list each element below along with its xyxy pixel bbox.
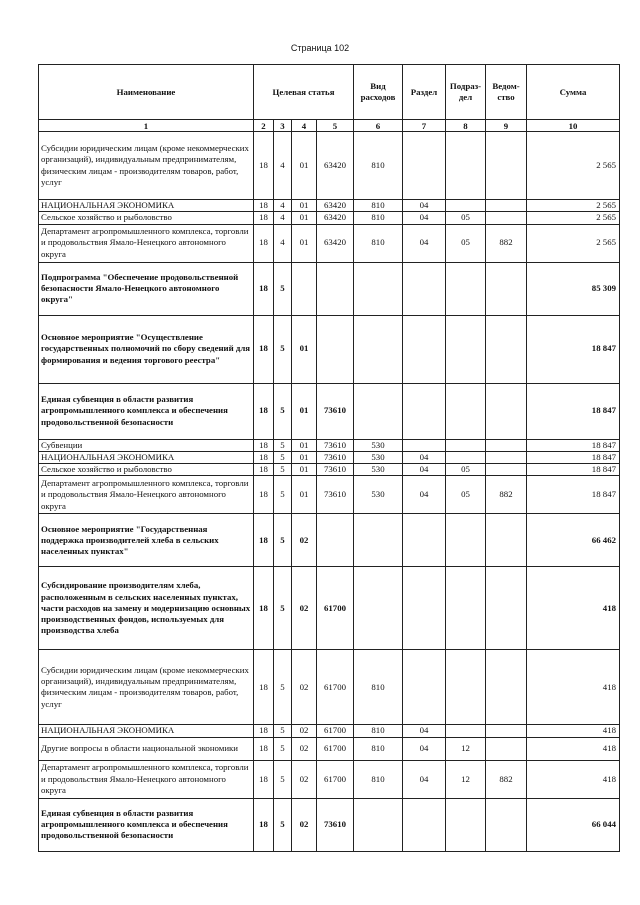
cell-program: 18: [254, 464, 274, 476]
cell-section: [403, 650, 446, 725]
row-name: Департамент агропромышленного комплекса, торговли и продовольствия Ямало-Ненецкого автономного округа: [39, 476, 254, 514]
cell-expense-type: 810: [354, 212, 403, 224]
cell-department: [486, 132, 527, 200]
table-row: [39, 514, 620, 567]
cell-subprogram: 5: [274, 451, 292, 463]
cell-subsection: 05: [446, 212, 486, 224]
cell-activity: 01: [292, 476, 317, 514]
cell-section: 04: [403, 200, 446, 212]
col-header-subsection: Подраз-дел: [446, 65, 486, 120]
cell-direction: [317, 514, 354, 567]
column-number: 9: [486, 120, 527, 132]
cell-subprogram: 5: [274, 725, 292, 737]
cell-subsection: [446, 200, 486, 212]
cell-program: 18: [254, 224, 274, 262]
cell-expense-type: 810: [354, 725, 403, 737]
cell-department: 882: [486, 760, 527, 798]
cell-subsection: [446, 798, 486, 851]
cell-subprogram: 5: [274, 737, 292, 760]
cell-activity: 02: [292, 725, 317, 737]
cell-department: 882: [486, 476, 527, 514]
cell-amount: 18 847: [527, 439, 620, 451]
column-number-row: [39, 120, 620, 132]
cell-section: 04: [403, 737, 446, 760]
column-number: 8: [446, 120, 486, 132]
cell-section: 04: [403, 760, 446, 798]
row-name: Субвенции: [39, 439, 254, 451]
cell-section: [403, 383, 446, 439]
cell-subprogram: 4: [274, 212, 292, 224]
column-number: 5: [317, 120, 354, 132]
col-header-amount: Сумма: [527, 65, 620, 120]
cell-amount: 2 565: [527, 212, 620, 224]
cell-amount: 2 565: [527, 200, 620, 212]
cell-direction: [317, 262, 354, 315]
cell-subprogram: 5: [274, 567, 292, 650]
cell-direction: 73610: [317, 383, 354, 439]
cell-direction: 63420: [317, 132, 354, 200]
table-row: [39, 798, 620, 851]
cell-subsection: [446, 725, 486, 737]
row-name: Департамент агропромышленного комплекса, торговли и продовольствия Ямало-Ненецкого автономного округа: [39, 760, 254, 798]
row-name: Другие вопросы в области национальной экономики: [39, 737, 254, 760]
cell-activity: 02: [292, 760, 317, 798]
cell-amount: 418: [527, 567, 620, 650]
cell-department: [486, 200, 527, 212]
cell-expense-type: 530: [354, 476, 403, 514]
cell-expense-type: 530: [354, 451, 403, 463]
table-row: [39, 383, 620, 439]
cell-subsection: 12: [446, 760, 486, 798]
cell-section: [403, 315, 446, 383]
column-number: 2: [254, 120, 274, 132]
column-number: 10: [527, 120, 620, 132]
cell-expense-type: 810: [354, 224, 403, 262]
cell-section: [403, 514, 446, 567]
cell-subsection: [446, 567, 486, 650]
col-header-target: Целевая статья: [254, 65, 354, 120]
cell-expense-type: [354, 514, 403, 567]
cell-section: [403, 567, 446, 650]
column-number: 1: [39, 120, 254, 132]
cell-amount: 418: [527, 737, 620, 760]
cell-activity: 02: [292, 650, 317, 725]
cell-activity: 01: [292, 224, 317, 262]
cell-section: 04: [403, 451, 446, 463]
cell-subsection: 05: [446, 464, 486, 476]
row-name: Сельское хозяйство и рыболовство: [39, 464, 254, 476]
row-name: Основное мероприятие "Осуществление государственных полномочий по сбору сведений для формирования и ведения торгового реестра": [39, 315, 254, 383]
cell-program: 18: [254, 737, 274, 760]
cell-program: 18: [254, 725, 274, 737]
cell-department: [486, 798, 527, 851]
cell-expense-type: [354, 798, 403, 851]
cell-direction: 61700: [317, 725, 354, 737]
cell-section: 04: [403, 464, 446, 476]
row-name: Сельское хозяйство и рыболовство: [39, 212, 254, 224]
table-row: [39, 212, 620, 224]
cell-section: [403, 132, 446, 200]
table-row: [39, 650, 620, 725]
cell-subprogram: 5: [274, 650, 292, 725]
cell-direction: 63420: [317, 224, 354, 262]
cell-activity: 02: [292, 514, 317, 567]
cell-department: [486, 514, 527, 567]
cell-activity: 02: [292, 737, 317, 760]
cell-subsection: [446, 514, 486, 567]
cell-expense-type: [354, 262, 403, 315]
cell-subsection: 05: [446, 476, 486, 514]
cell-program: 18: [254, 476, 274, 514]
cell-direction: 63420: [317, 212, 354, 224]
cell-department: 882: [486, 224, 527, 262]
cell-expense-type: 810: [354, 737, 403, 760]
table-row: [39, 224, 620, 262]
cell-amount: 66 044: [527, 798, 620, 851]
row-name: Субсидии юридическим лицам (кроме некоммерческих организаций), индивидуальным предпринимателям, физическим лицам - производителям товаров, работ, услуг: [39, 132, 254, 200]
row-name: НАЦИОНАЛЬНАЯ ЭКОНОМИКА: [39, 200, 254, 212]
cell-activity: 01: [292, 451, 317, 463]
cell-program: 18: [254, 439, 274, 451]
cell-department: [486, 262, 527, 315]
cell-amount: 2 565: [527, 224, 620, 262]
cell-direction: 73610: [317, 451, 354, 463]
col-header-name: Наименование: [39, 65, 254, 120]
cell-program: 18: [254, 798, 274, 851]
table-row: [39, 464, 620, 476]
table-row: [39, 132, 620, 200]
cell-amount: 85 309: [527, 262, 620, 315]
cell-activity: 01: [292, 464, 317, 476]
cell-section: [403, 798, 446, 851]
table-row: [39, 451, 620, 463]
cell-subprogram: 4: [274, 132, 292, 200]
cell-program: 18: [254, 200, 274, 212]
cell-subsection: [446, 451, 486, 463]
row-name: НАЦИОНАЛЬНАЯ ЭКОНОМИКА: [39, 451, 254, 463]
budget-table: [38, 64, 620, 852]
cell-section: 04: [403, 224, 446, 262]
cell-subprogram: 5: [274, 514, 292, 567]
page-label: Страница 102: [290, 43, 350, 53]
cell-amount: 18 847: [527, 476, 620, 514]
cell-program: 18: [254, 650, 274, 725]
cell-program: 18: [254, 760, 274, 798]
col-header-expense-type: Вид расходов: [354, 65, 403, 120]
cell-subprogram: 5: [274, 383, 292, 439]
cell-department: [486, 315, 527, 383]
cell-department: [486, 567, 527, 650]
cell-subsection: [446, 262, 486, 315]
row-name: Субсидирование производителям хлеба, расположенным в сельских населенных пунктах, части расходов на замену и модернизацию основных производственных фондов, используемых для производства хлеба: [39, 567, 254, 650]
cell-section: 04: [403, 725, 446, 737]
cell-expense-type: 810: [354, 760, 403, 798]
cell-amount: 2 565: [527, 132, 620, 200]
cell-expense-type: 530: [354, 464, 403, 476]
cell-activity: 01: [292, 383, 317, 439]
cell-program: 18: [254, 383, 274, 439]
row-name: Единая субвенция в области развития агропромышленного комплекса и обеспечения продовольственной безопасности: [39, 798, 254, 851]
table-body: [39, 132, 620, 852]
column-number: 7: [403, 120, 446, 132]
cell-activity: 01: [292, 200, 317, 212]
cell-direction: 61700: [317, 567, 354, 650]
cell-amount: 418: [527, 760, 620, 798]
table-row: [39, 476, 620, 514]
cell-program: 18: [254, 132, 274, 200]
cell-activity: 02: [292, 798, 317, 851]
cell-department: [486, 737, 527, 760]
cell-program: 18: [254, 451, 274, 463]
cell-program: 18: [254, 212, 274, 224]
cell-subsection: [446, 383, 486, 439]
cell-department: [486, 451, 527, 463]
cell-activity: 01: [292, 315, 317, 383]
column-number: 3: [274, 120, 292, 132]
cell-section: 04: [403, 212, 446, 224]
col-header-department: Ведом-ство: [486, 65, 527, 120]
row-name: Основное мероприятие "Государственная поддержка производителей хлеба в сельских населенных пунктах": [39, 514, 254, 567]
cell-direction: 73610: [317, 439, 354, 451]
cell-amount: 418: [527, 650, 620, 725]
cell-subprogram: 5: [274, 315, 292, 383]
cell-section: [403, 262, 446, 315]
cell-program: 18: [254, 262, 274, 315]
cell-expense-type: 810: [354, 200, 403, 212]
col-header-section: Раздел: [403, 65, 446, 120]
cell-amount: 18 847: [527, 383, 620, 439]
cell-expense-type: [354, 315, 403, 383]
cell-program: 18: [254, 567, 274, 650]
cell-department: [486, 383, 527, 439]
table-row: [39, 200, 620, 212]
cell-direction: 73610: [317, 476, 354, 514]
cell-program: 18: [254, 315, 274, 383]
cell-subprogram: 5: [274, 262, 292, 315]
table-row: [39, 725, 620, 737]
cell-expense-type: 530: [354, 439, 403, 451]
cell-activity: 02: [292, 567, 317, 650]
cell-activity: 01: [292, 132, 317, 200]
cell-amount: 18 847: [527, 451, 620, 463]
cell-program: 18: [254, 514, 274, 567]
cell-department: [486, 650, 527, 725]
cell-expense-type: 810: [354, 132, 403, 200]
row-name: Подпрограмма "Обеспечение продовольственной безопасности Ямало-Ненецкого автономного округа": [39, 262, 254, 315]
cell-direction: 61700: [317, 760, 354, 798]
cell-subprogram: 4: [274, 224, 292, 262]
cell-activity: [292, 262, 317, 315]
cell-subsection: [446, 132, 486, 200]
column-number: 6: [354, 120, 403, 132]
cell-expense-type: 810: [354, 650, 403, 725]
cell-subsection: 05: [446, 224, 486, 262]
cell-direction: 73610: [317, 798, 354, 851]
cell-department: [486, 439, 527, 451]
cell-subsection: [446, 650, 486, 725]
cell-department: [486, 212, 527, 224]
header-row: [39, 65, 620, 120]
cell-amount: 418: [527, 725, 620, 737]
row-name: Департамент агропромышленного комплекса, торговли и продовольствия Ямало-Ненецкого автономного округа: [39, 224, 254, 262]
cell-direction: 73610: [317, 464, 354, 476]
cell-department: [486, 464, 527, 476]
cell-amount: 18 847: [527, 315, 620, 383]
row-name: Субсидии юридическим лицам (кроме некоммерческих организаций), индивидуальным предпринимателям, физическим лицам - производителям товаров, работ, услуг: [39, 650, 254, 725]
cell-direction: 61700: [317, 650, 354, 725]
cell-activity: 01: [292, 212, 317, 224]
cell-amount: 66 462: [527, 514, 620, 567]
table-row: [39, 737, 620, 760]
row-name: НАЦИОНАЛЬНАЯ ЭКОНОМИКА: [39, 725, 254, 737]
cell-expense-type: [354, 383, 403, 439]
cell-direction: 61700: [317, 737, 354, 760]
cell-activity: 01: [292, 439, 317, 451]
table-row: [39, 567, 620, 650]
cell-subprogram: 5: [274, 464, 292, 476]
cell-subsection: [446, 315, 486, 383]
cell-expense-type: [354, 567, 403, 650]
column-number: 4: [292, 120, 317, 132]
cell-subprogram: 5: [274, 798, 292, 851]
table-row: [39, 315, 620, 383]
cell-subprogram: 5: [274, 760, 292, 798]
cell-amount: 18 847: [527, 464, 620, 476]
cell-section: [403, 439, 446, 451]
cell-section: 04: [403, 476, 446, 514]
cell-subsection: 12: [446, 737, 486, 760]
table-row: [39, 262, 620, 315]
table-row: [39, 760, 620, 798]
table-row: [39, 439, 620, 451]
cell-subsection: [446, 439, 486, 451]
cell-subprogram: 4: [274, 200, 292, 212]
cell-department: [486, 725, 527, 737]
row-name: Единая субвенция в области развития агропромышленного комплекса и обеспечения продовольственной безопасности: [39, 383, 254, 439]
cell-direction: 63420: [317, 200, 354, 212]
cell-direction: [317, 315, 354, 383]
cell-subprogram: 5: [274, 439, 292, 451]
cell-subprogram: 5: [274, 476, 292, 514]
